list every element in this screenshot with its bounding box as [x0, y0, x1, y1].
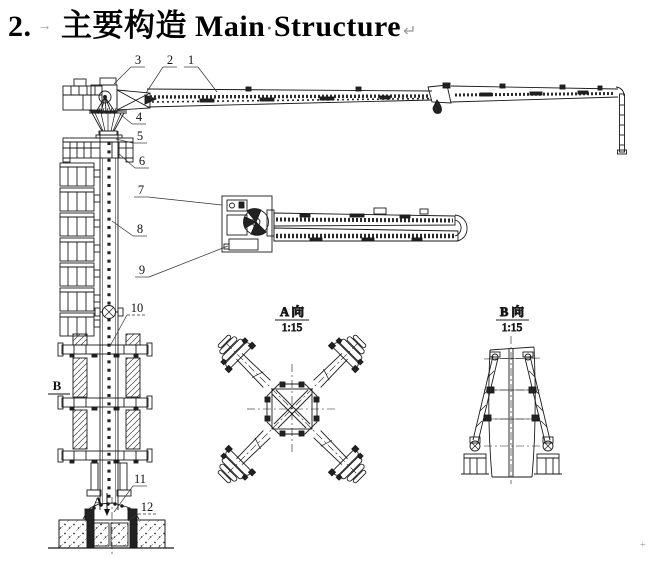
climbing-frame	[63, 135, 133, 162]
tab-formatting-mark-icon: →	[37, 19, 52, 34]
outrigger-leg-right	[523, 352, 562, 474]
heading-english-1: Main	[195, 10, 266, 43]
view-b-title: B 向	[500, 305, 524, 319]
callout-1	[184, 53, 217, 92]
floor-frame	[58, 343, 152, 357]
outrigger-leg	[304, 327, 375, 398]
outrigger-leg	[210, 327, 281, 398]
paragraph-formatting-mark-icon: ↵	[403, 23, 418, 40]
svg-text:8: 8	[136, 222, 144, 236]
heading-english-2: Structure	[273, 10, 402, 43]
boom-assembly	[147, 83, 618, 113]
folded-boom-view	[222, 196, 467, 252]
view-b-section	[461, 304, 562, 484]
view-marker-a	[93, 493, 110, 516]
outrigger-leg-left	[461, 352, 500, 474]
wall-sections	[73, 334, 140, 449]
mast-box	[60, 263, 100, 286]
svg-text:1: 1	[187, 53, 195, 67]
svg-text:2: 2	[166, 53, 174, 67]
callout-8	[112, 221, 147, 236]
mast-box	[60, 188, 100, 211]
foundation	[48, 497, 174, 555]
view-a-title: A 向	[280, 305, 304, 319]
counterweight	[63, 79, 102, 110]
svg-text:11: 11	[133, 472, 147, 486]
callout-6	[118, 153, 149, 168]
callout-9	[135, 246, 228, 277]
svg-text:10: 10	[130, 301, 144, 315]
callout-4	[120, 110, 146, 124]
svg-text:7: 7	[137, 183, 145, 197]
heading-number: 2.	[8, 10, 32, 43]
heading-chinese: 主要构造	[61, 8, 187, 43]
callout-5	[116, 129, 147, 143]
svg-text:A: A	[93, 494, 103, 509]
mast-box	[60, 288, 100, 311]
floor-frame	[58, 449, 152, 463]
callout-2	[146, 53, 177, 93]
view-a-scale: 1:15	[281, 322, 303, 334]
callout-3	[114, 53, 145, 84]
view-b-scale: 1:15	[501, 322, 523, 334]
floor-frame	[58, 396, 152, 410]
page-corner-mark: +	[640, 540, 646, 551]
svg-text:B: B	[52, 378, 62, 393]
view-marker-b	[48, 378, 70, 394]
mast-box	[60, 238, 100, 261]
svg-text:9: 9	[138, 263, 146, 277]
mast-box	[60, 313, 100, 336]
mast-section-boxes	[60, 163, 100, 336]
svg-text:12: 12	[140, 500, 154, 514]
callout-7	[134, 183, 222, 205]
view-a-section	[210, 304, 375, 491]
space-formatting-mark-icon: ·	[266, 18, 273, 38]
svg-text:6: 6	[138, 154, 146, 168]
mast	[95, 131, 123, 510]
svg-text:5: 5	[136, 129, 144, 143]
mast-box	[60, 213, 100, 236]
mast-box	[60, 163, 100, 186]
svg-text:3: 3	[134, 53, 142, 67]
turntable-support	[89, 111, 127, 135]
svg-text:4: 4	[135, 110, 143, 124]
slewing-head	[91, 78, 156, 114]
